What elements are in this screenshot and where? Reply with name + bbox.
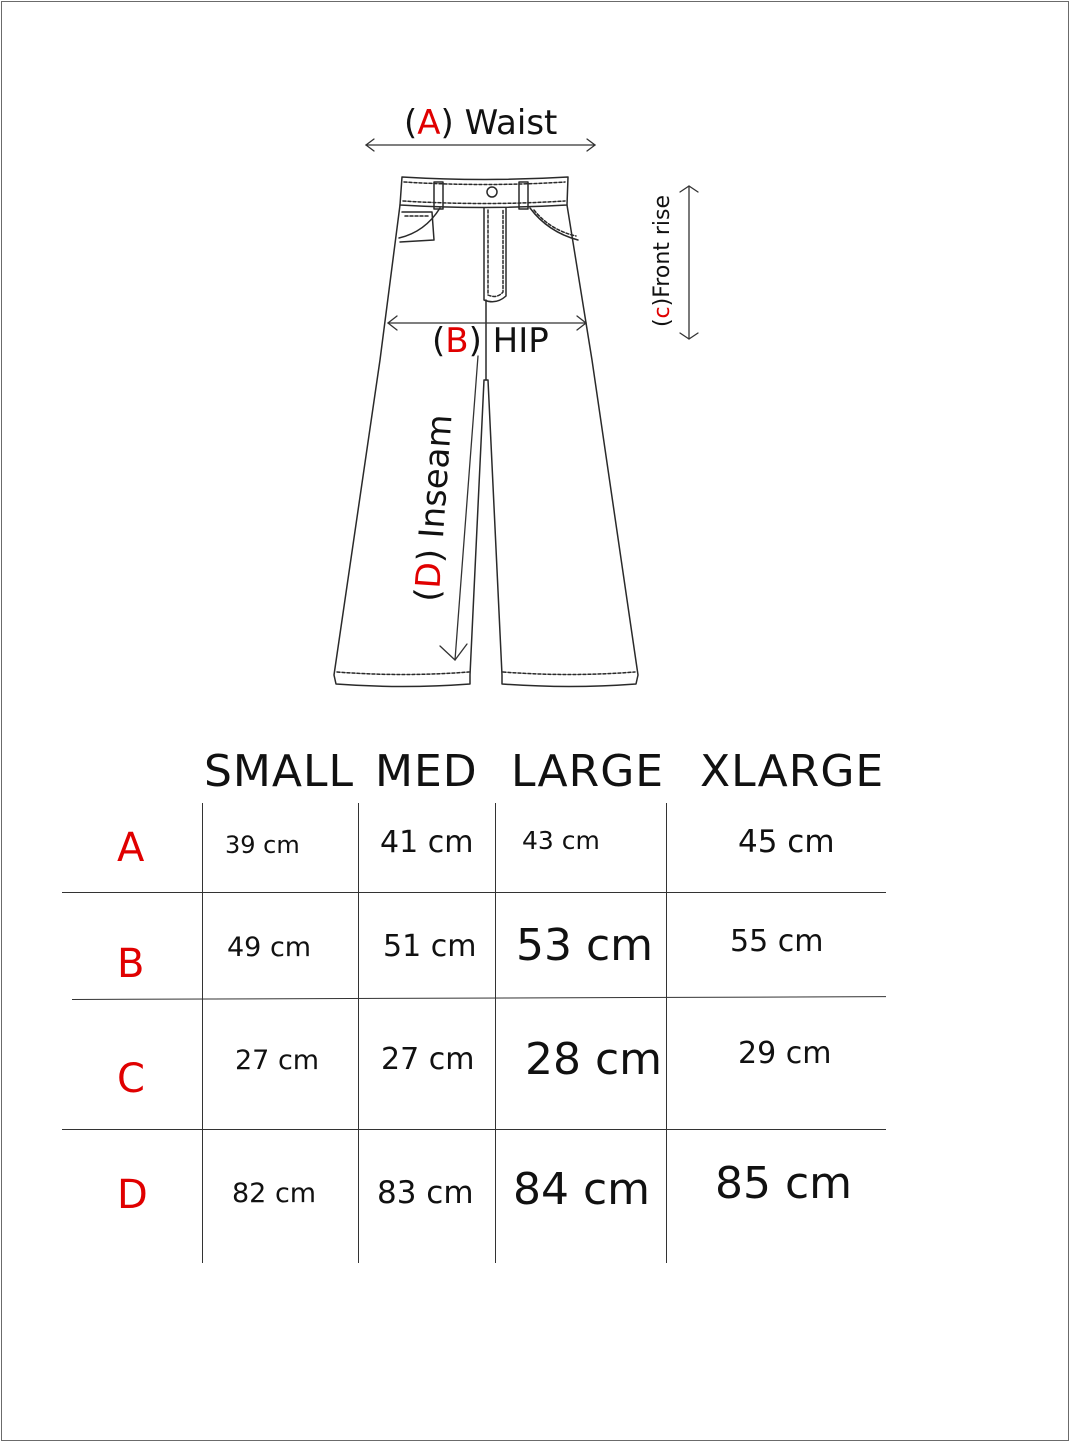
- cell-d-large: 84 cm: [513, 1164, 651, 1215]
- cell-a-large: 43 cm: [522, 826, 600, 855]
- row-label-b: B: [117, 941, 145, 987]
- cell-d-small: 82 cm: [232, 1178, 317, 1209]
- header-small: SMALL: [204, 746, 355, 797]
- inseam-label: (D) Inseam: [407, 412, 461, 604]
- hip-label: (B) HIP: [432, 321, 549, 361]
- grid-vline: [495, 803, 496, 1263]
- header-large: LARGE: [511, 746, 665, 797]
- cell-c-xlarge: 29 cm: [738, 1036, 832, 1071]
- cell-c-med: 27 cm: [381, 1042, 475, 1077]
- front-rise-label: (c)Front rise: [650, 194, 675, 328]
- cell-c-small: 27 cm: [235, 1045, 320, 1076]
- grid-hline: [62, 892, 886, 893]
- cell-d-med: 83 cm: [377, 1175, 474, 1211]
- cell-b-large: 53 cm: [516, 920, 654, 971]
- cell-b-small: 49 cm: [227, 932, 312, 963]
- cell-a-small: 39 cm: [225, 831, 300, 859]
- row-label-a: A: [117, 825, 145, 871]
- cell-a-med: 41 cm: [380, 825, 474, 860]
- cell-b-xlarge: 55 cm: [730, 924, 824, 959]
- header-xlarge: XLARGE: [700, 746, 885, 797]
- cell-d-xlarge: 85 cm: [715, 1158, 853, 1209]
- grid-vline: [358, 803, 359, 1263]
- grid-vline: [202, 803, 203, 1263]
- cell-c-large: 28 cm: [525, 1034, 663, 1085]
- grid-hline: [62, 1129, 886, 1130]
- row-label-d: D: [117, 1172, 148, 1218]
- cell-b-med: 51 cm: [383, 929, 477, 964]
- waist-label: (A) Waist: [404, 103, 558, 143]
- cell-a-xlarge: 45 cm: [738, 824, 835, 860]
- grid-vline: [666, 803, 667, 1263]
- row-label-c: C: [117, 1056, 145, 1102]
- header-med: MED: [375, 746, 478, 797]
